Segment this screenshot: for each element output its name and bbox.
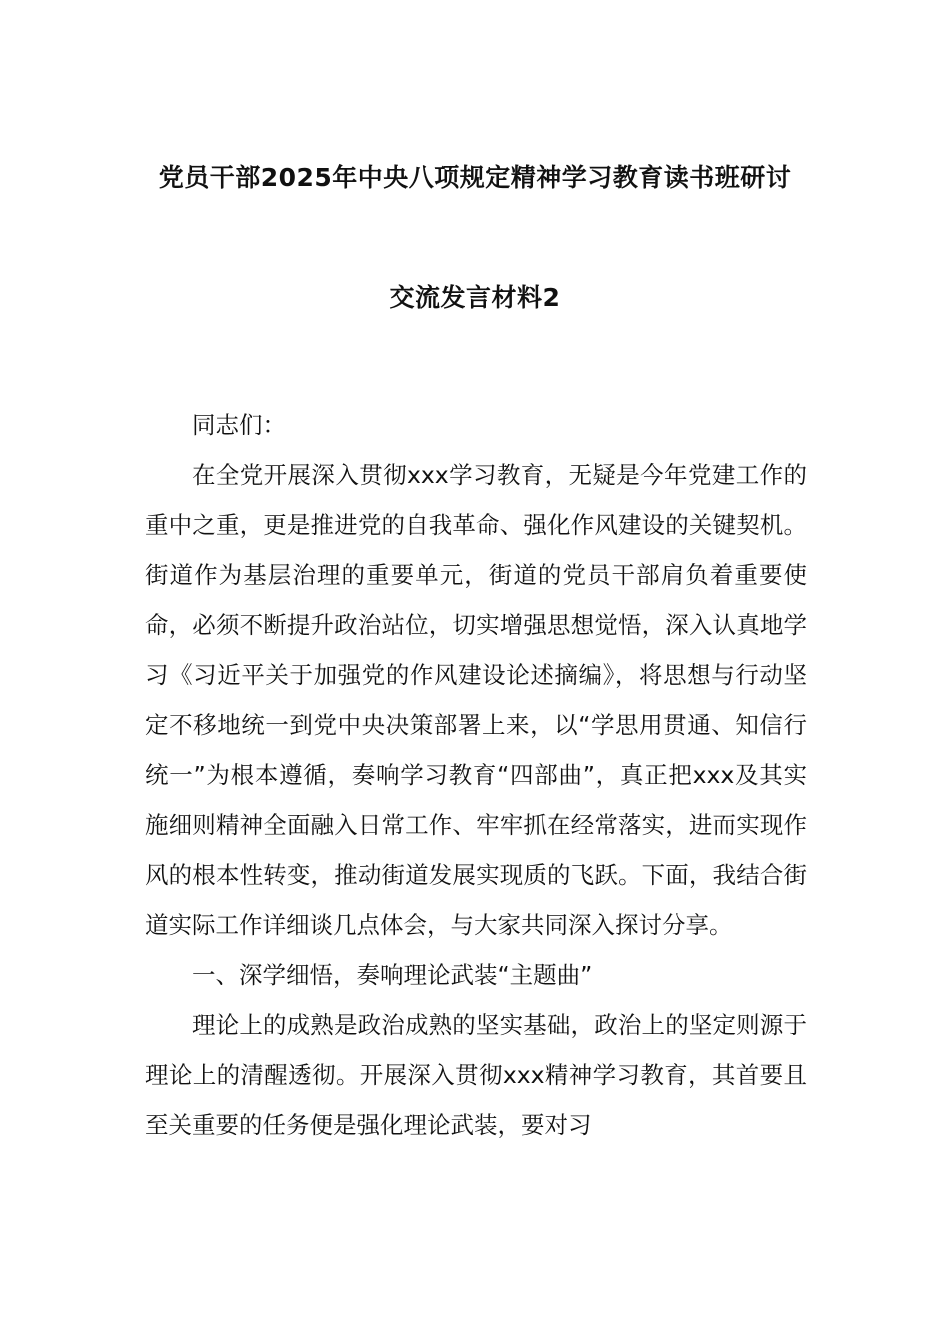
document-title-line-2: 交流发言材料2 xyxy=(389,283,561,312)
section-1-paragraph: 理论上的成熟是政治成熟的坚实基础，政治上的坚定则源于理论上的清醒透彻。开展深入贯彻xxx精神学习教育，其首要且至关重要的任务便是强化理论武装，要对习 xyxy=(145,1011,807,1139)
section-heading-1: 一、深学细悟，奏响理论武装“主题曲” xyxy=(192,961,593,989)
salutation-paragraph: 同志们： xyxy=(192,411,286,439)
document-title-line-1: 党员干部2025年中央八项规定精神学习教育读书班研讨 xyxy=(158,163,792,192)
intro-paragraph: 在全党开展深入贯彻xxx学习教育，无疑是今年党建工作的重中之重，更是推进党的自我革命、强化作风建设的关键契机。街道作为基层治理的重要单元，街道的党员干部肩负着重要使命，必须不断提升政治站位，切实增强思想觉悟，深入认真地学习《习近平关于加强党的作风建设论述摘编》，将思想与行动坚定不移地统一到党中央决策部署上来，以“学思用贯通、知信行统一”为根本遵循，奏响学习教育“四部曲”，真正把xxx及其实施细则精神全面融入日常工作、牢牢抓在经常落实，进而实现作风的根本性转变，推动街道发展实现质的飞跃。下面，我结合街道实际工作详细谈几点体会，与大家共同深入探讨分享。 xyxy=(145,461,807,939)
document-body xyxy=(145,400,807,1150)
